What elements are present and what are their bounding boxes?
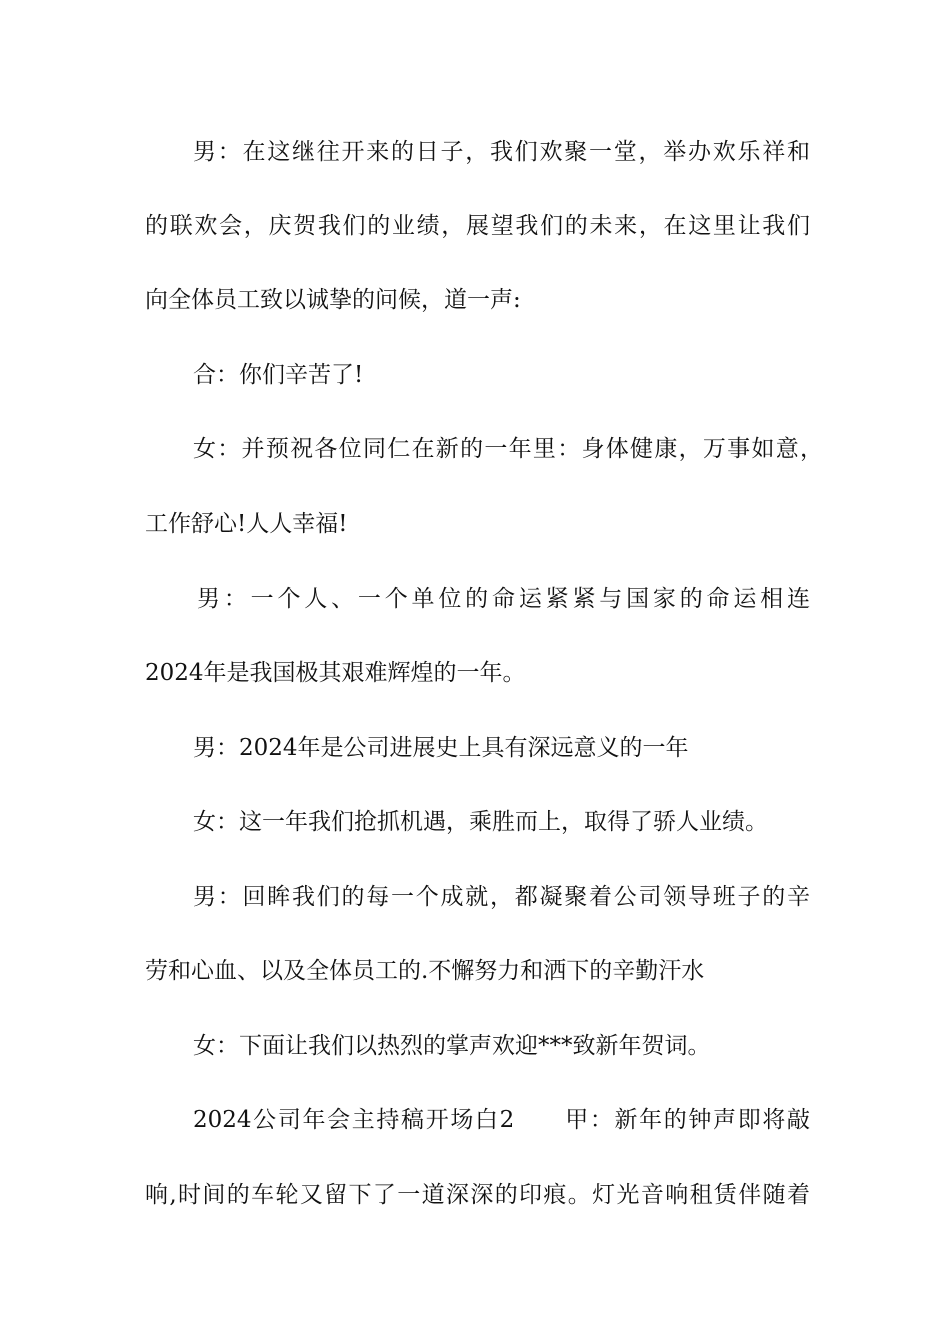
paragraph-line: 2024年是我国极其艰难辉煌的一年。	[145, 660, 526, 686]
paragraph-line: 2024公司年会主持稿开场白2 甲：新年的钟声即将敲	[193, 1107, 810, 1133]
paragraph-line: 女：并预祝各位同仁在新的一年里：身体健康，万事如意，	[193, 436, 823, 462]
paragraph-line: 工作舒心!人人幸福!	[145, 511, 348, 537]
paragraph-line: 劳和心血、以及全体员工的.不懈努力和洒下的辛勤汗水	[145, 958, 705, 984]
paragraph-line: 男：在这继往开来的日子，我们欢聚一堂，举办欢乐祥和	[193, 139, 810, 165]
paragraph-line: 合：你们辛苦了!	[193, 362, 364, 388]
paragraph-line: 响,时间的车轮又留下了一道深深的印痕。灯光音响租赁伴随着	[145, 1182, 810, 1208]
paragraph-line: 男：回眸我们的每一个成就，都凝聚着公司领导班子的辛	[193, 884, 810, 910]
paragraph-line: 男：2024年是公司进展史上具有深远意义的一年	[193, 735, 689, 761]
paragraph-line: 的联欢会，庆贺我们的业绩，展望我们的未来，在这里让我们	[145, 213, 810, 239]
paragraph-line: 向全体员工致以诚挚的问候，道一声:	[145, 287, 521, 313]
paragraph-line: 女：下面让我们以热烈的掌声欢迎***致新年贺词。	[193, 1033, 711, 1059]
paragraph-line: 女：这一年我们抢抓机遇，乘胜而上，取得了骄人业绩。	[193, 809, 768, 835]
paragraph-line: 男：一个人、一个单位的命运紧紧与国家的命运相连	[197, 586, 810, 612]
